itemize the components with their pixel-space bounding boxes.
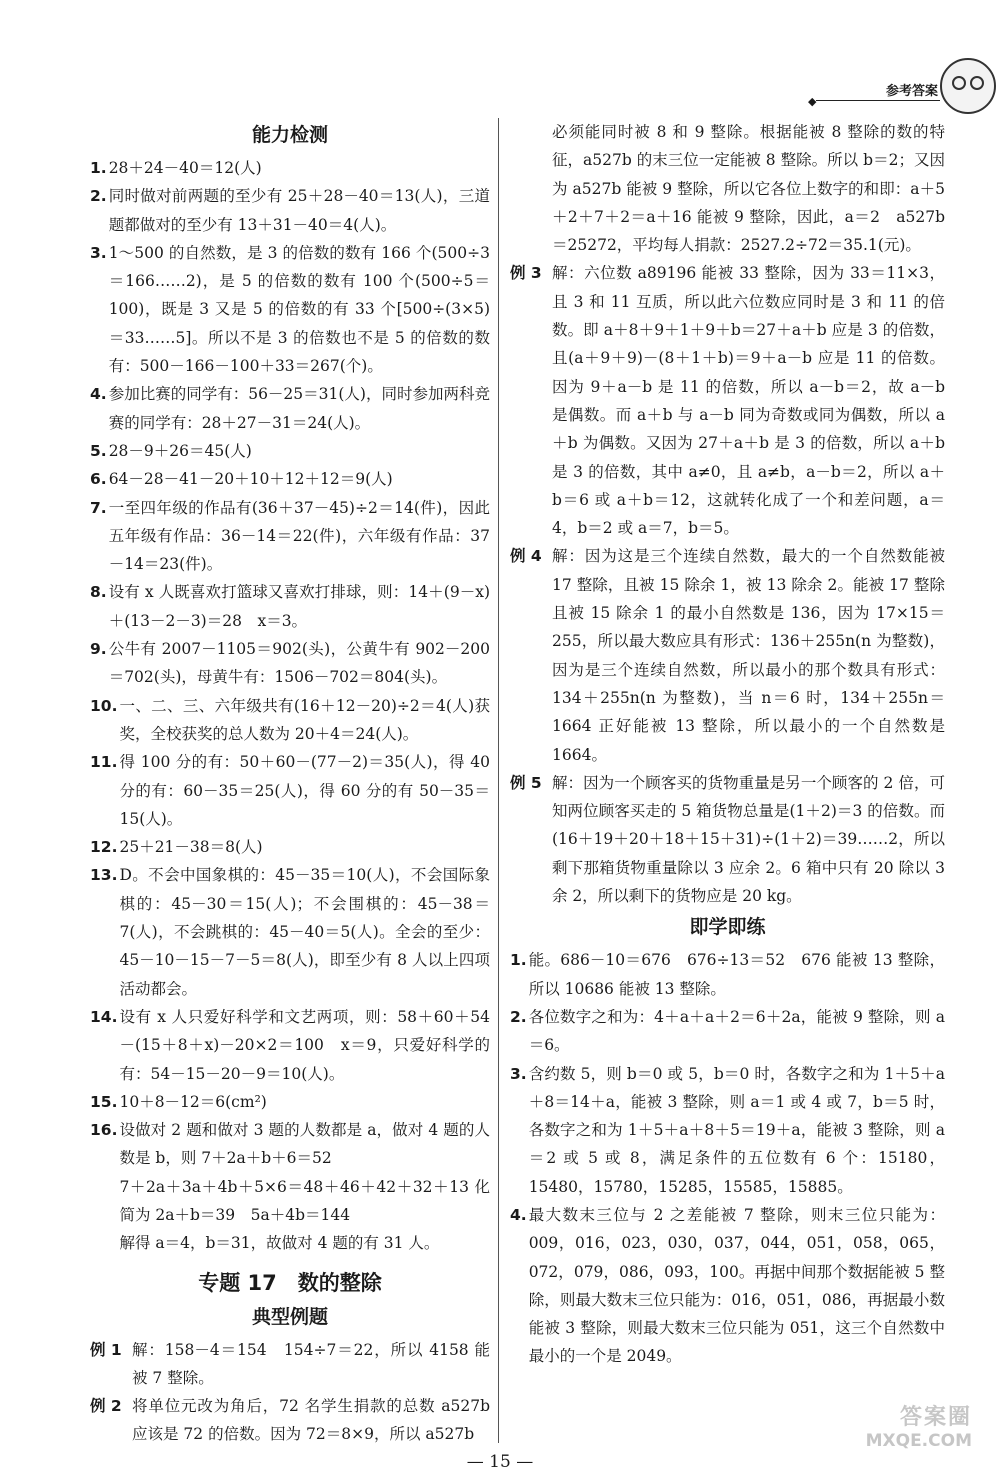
example-text: 解：因为一个顾客买的货物重量是另一个顾客的 2 倍，可知两位顾客买走的 5 箱货物总量是(1＋2)＝3 的倍数。而(16＋19＋20＋18＋15＋31)÷(1＋2)＝39……2，所以剩下那箱货物重量除以 3 应余 2。6 箱中只有 20 除以 3 余 2，所以剩下的货物应是 20 kg。 — [552, 773, 945, 906]
example-text: 将单位元改为角后，72 名学生捐款的总数 a527b 应该是 72 的倍数。因为 72＝8×9，所以 a527b — [132, 1397, 490, 1444]
item-number: 15. — [90, 1092, 118, 1111]
answer-item — [90, 1003, 490, 1088]
example-label: 例 1 — [90, 1340, 122, 1359]
item-number: 2. — [90, 187, 107, 206]
example-label: 例 5 — [510, 773, 542, 792]
item-text: 10＋8－12＝6(cm²) — [119, 1092, 267, 1111]
item-number: 13. — [90, 866, 118, 885]
mascot-icon — [940, 58, 996, 114]
item-number: 4. — [90, 385, 107, 404]
continued-text — [510, 118, 945, 259]
item-text: 含约数 5，则 b＝0 或 5，b＝0 时，各数字之和为 1＋5＋a＋8＝14＋a，能被 3 整除，则 a＝1 或 4 或 7，b＝5 时，各数字之和为 1＋5＋a＋8＋5＝19＋a，能被 3 整除，则 a＝2 或 5 或 8，满足条件的五位数有 6 个：15180，15480，15780，15285，15585，15885。 — [528, 1064, 945, 1196]
item-text: 公牛有 2007－1105＝902(头)，公黄牛有 902－200＝702(头)，母黄牛有：1506－702＝804(头)。 — [108, 640, 490, 687]
page-header — [800, 58, 1000, 118]
answer-item — [90, 380, 490, 437]
section-title-examples: 典型例题 — [251, 1305, 328, 1328]
item-number: 1. — [510, 951, 527, 970]
item-text: 得 100 分的有：50＋60－(77－2)＝35(人)，得 40 分的有：60－35＝25(人)，得 60 分的有 50－35＝15(人)。 — [119, 753, 490, 828]
item-number: 16. — [90, 1121, 118, 1140]
item-number: 8. — [90, 583, 107, 602]
item-text-line: 7＋2a＋3a＋4b＋5×6＝48＋46＋42＋32＋13 化简为 2a＋b＝39 5a＋4b＝144 — [119, 1177, 490, 1224]
item-number: 9. — [90, 640, 107, 659]
item-number: 7. — [90, 498, 107, 517]
right-column — [510, 118, 945, 1371]
page-number: — 15 — — [466, 1452, 534, 1472]
example-item — [510, 259, 945, 542]
item-text: 25＋21－38＝8(人) — [119, 838, 263, 857]
item-number: 10. — [90, 696, 118, 715]
item-text: 参加比赛的同学有：56－25＝31(人)，同时参加两科竞赛的同学有：28＋27－31＝24(人)。 — [108, 385, 490, 432]
item-number: 12. — [90, 838, 118, 857]
answer-item — [90, 1088, 490, 1116]
item-number: 6. — [90, 470, 107, 489]
header-rule — [816, 100, 940, 101]
item-text: 1～500 的自然数，是 3 的倍数的数有 166 个(500÷3＝166……2)，是 5 的倍数的数有 100 个(500÷5＝100)，既是 3 又是 5 的倍数的有 33 个[500÷(3×5)＝33……5]。所以不是 3 的倍数也不是 5 的倍数的数有：500－166－100＋33＝267(个)。 — [108, 243, 490, 376]
section-title-practice: 即学即练 — [689, 916, 766, 939]
item-text: 同时做对前两题的至少有 25＋28－40＝13(人)，三道题都做对的至少有 13＋31－40＝4(人)。 — [108, 187, 490, 234]
answer-item — [90, 154, 490, 182]
item-number: 1. — [90, 159, 107, 177]
example-item — [510, 542, 945, 768]
answer-item — [90, 635, 490, 692]
watermark-logo — [862, 1400, 972, 1460]
example-label: 例 4 — [510, 547, 542, 566]
answer-item — [90, 182, 490, 239]
item-text: 各位数字之和为：4＋a＋a＋2＝6＋2a，能被 9 整除，则 a＝6。 — [528, 1007, 945, 1055]
answer-item — [90, 692, 490, 749]
watermark-top: 答案圈 — [899, 1405, 972, 1430]
answer-item — [510, 1201, 945, 1371]
watermark-bottom: MXQE.COM — [865, 1431, 972, 1451]
item-text: 28＋24－40＝12(人) — [108, 159, 262, 177]
answer-item — [510, 1003, 945, 1060]
column-divider — [498, 118, 499, 1443]
example-text: 解：因为这是三个连续自然数，最大的一个自然数能被 17 整除，且被 15 除余 1，被 13 除余 2。能被 17 整除且被 15 除余 1 的最小自然数是 136，因为 17×15＝255，所以最大数应具有形式：136＋255n(n 为整数)，因为是三个连续自然数，所以最小的那个数具有形式：134＋255n(n 为整数)，当 n＝6 时，134＋255n＝1664 正好能被 13 整除，所以最小的一个自然数是 1664。 — [552, 547, 945, 764]
chapter-title: 专题 17 数的整除 — [198, 1270, 382, 1295]
left-column — [90, 118, 490, 1449]
item-number: 11. — [90, 753, 118, 772]
answer-item — [90, 494, 490, 579]
answer-item — [90, 437, 490, 465]
item-text: 能。686－10＝676 676÷13＝52 676 能被 13 整除，所以 10686 能被 13 整除。 — [528, 951, 945, 998]
item-text: 28－9＋26＝45(人) — [108, 441, 252, 460]
item-text: 最大数末三位与 2 之差能被 7 整除，则末三位只能为：009，016，023，030，037，044，051，058，065，072，079，086，093，100。再据中间那个数据能被 5 整除，则最大数末三位只能为：016，051，086，再据最小数能被 3 整除，则最大数末三位只能为 051，这三个自然数中最小的一个是 2049。 — [528, 1205, 945, 1366]
item-text: 64－28－41－20＋10＋12＋12＝9(人) — [108, 470, 393, 489]
item-text: D。不会中国象棋的：45－35＝10(人)，不会国际象棋的：45－30＝15(人)；不会围棋的：45－38＝7(人)，不会跳棋的：45－40＝5(人)。全会的至少：45－10－15－7－5＝8(人)，即至少有 8 人以上四项活动都会。 — [119, 866, 490, 998]
example-label: 例 3 — [510, 264, 542, 283]
item-number: 2. — [510, 1007, 527, 1026]
ability-test-list — [90, 154, 490, 1258]
answer-item — [90, 1116, 490, 1257]
example-text: 解：六位数 a89196 能被 33 整除，因为 33＝11×3，且 3 和 11 互质，所以此六位数应同时是 3 和 11 的倍数。即 a＋8＋9＋1＋9＋b＝27＋a＋b 应是 3 的倍数，且(a＋9＋9)－(8＋1＋b)＝9＋a－b 应是 11 的倍数。因为 9＋a－b 是 11 的倍数，所以 a－b＝2，故 a－b 是偶数。而 a＋b 与 a－b 同为奇数或同为偶数，所以 a＋b 为偶数。又因为 27＋a＋b 是 3 的倍数，所以 a＋b 是 3 的倍数，其中 a≠0，且 a≠b，a－b＝2，所以 a＋b＝6 或 a＋b＝12，这就转化成了一个和差问题，a＝4，b＝2 或 a＝7，b＝5。 — [552, 264, 945, 538]
example-item — [510, 769, 945, 910]
diamond-icon: ◆ — [808, 95, 817, 108]
example-item — [90, 1392, 490, 1449]
example-item — [90, 1336, 490, 1393]
answer-item — [90, 861, 490, 1002]
item-text: 设做对 2 题和做对 3 题的人数都是 a，做对 4 题的人数是 b，则 7＋2a＋b＋6＝52 — [119, 1121, 490, 1168]
item-text: 设有 x 人只爱好科学和文艺两项，则：58＋60＋54－(15＋8＋x)－20×2＝100 x＝9，只爱好科学的有：54－15－20－9＝10(人)。 — [119, 1007, 490, 1083]
example-label: 例 2 — [90, 1397, 122, 1416]
item-text-line: 解得 a＝4，b＝31，故做对 4 题的有 31 人。 — [119, 1234, 440, 1253]
answer-item — [90, 833, 490, 861]
continuation-text: 必须能同时被 8 和 9 整除。根据能被 8 整除的数的特征，a527b 的末三位一定能被 8 整除。所以 b＝2；又因为 a527b 能被 9 整除，所以它各位上数字的和即：a＋5＋2＋7＋2＝a＋16 能被 9 整除，因此，a＝2 a527b＝25272，平均每人捐款：2527.2÷72＝35.1(元)。 — [552, 123, 945, 255]
item-number: 5. — [90, 441, 107, 460]
answer-item — [90, 465, 490, 493]
answer-item — [90, 239, 490, 380]
item-number: 14. — [90, 1007, 118, 1026]
item-number: 3. — [510, 1064, 527, 1083]
item-number: 3. — [90, 243, 107, 262]
item-text: 设有 x 人既喜欢打篮球又喜欢打排球，则：14＋(9－x)＋(13－2－3)＝28 x＝3。 — [108, 583, 490, 630]
example-text: 解：158－4＝154 154÷7＝22，所以 4158 能被 7 整除。 — [132, 1340, 490, 1387]
answer-item — [510, 1060, 945, 1201]
answer-item — [90, 578, 490, 635]
item-number: 4. — [510, 1205, 527, 1224]
item-body — [119, 1116, 490, 1257]
answer-item — [510, 946, 945, 1003]
answer-item — [90, 748, 490, 833]
item-text: 一至四年级的作品有(36＋37－45)÷2＝14(件)，因此五年级有作品：36－14＝22(件)，六年级有作品：37－14＝23(件)。 — [108, 498, 490, 574]
header-label: 参考答案 — [885, 84, 938, 99]
section-title-ability-test: 能力检测 — [251, 124, 328, 146]
item-text: 一、二、三、六年级共有(16＋12－20)÷2＝4(人)获奖，全校获奖的总人数为 20＋4＝24(人)。 — [119, 696, 490, 743]
